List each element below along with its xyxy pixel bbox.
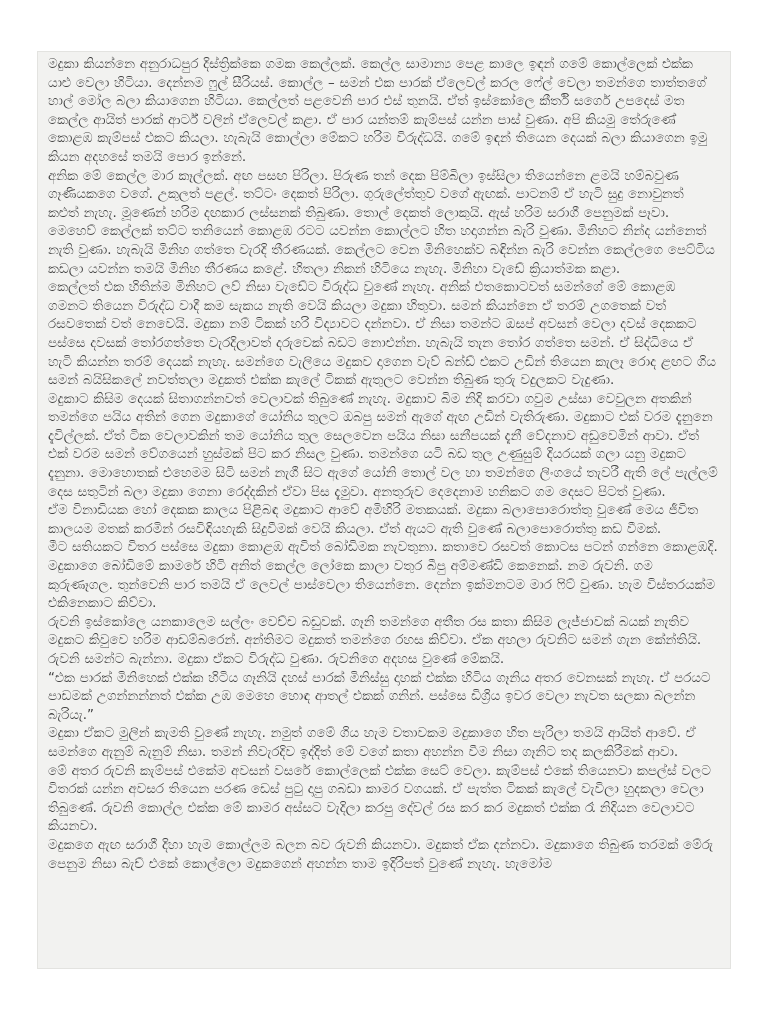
paragraph: ඒම විනාඩියක හෝ දෙකක කාලය පිළිබඳ මදුකාට ආවේ අමිහිරි මතකයක්. මදුකා බලාපොරොත්තු වුණේ මෙය ජීවිත කාලයම මතක් කරමින් රසවිඳියහැකි සිදුවීමක් වෙයි කියලා. ඒත් ඇයට ඇති වුණේ බලාපොරොත්තු කඩ වීමක්. <box>48 503 699 537</box>
paragraph: කෙල්ලත් එක හිතින්ම මිනිහට ලව් නිසා වැඩේට විරුද්ධ වුණේ නැහැ. අනික් එතකොටවත් සමන්ගේ මේ කොළඹ ගමනට තියෙන විරුද්ධ වාදී කම සැකය නැති වෙයි කියලා මදුකා හිතුවා. සමන් කියන්නෙ ඒ තරම් උගතෙක් වත් රසවතෙක් වත් නෙවෙයි. මදුකා නම් ටිකක් හරි විද්‍යාවට දන්නවා. ඒ නිසා තමන්ට ඔසප් අවසන් වෙලා දවස් දෙකකට පස්සෙ දවසක් තෝරගත්තෙ වැරදිලාවත් දරුවෙක් බඩට නොඑන්න. හැබැයි තැන තෝර ගත්තෙ සමන්. ඒ සිද්ධියෙ ඒ හැටි කියන්න තරම් දෙයක් නැහැ. සමන්ගෙ වැලියෙ මදුකව දාගෙන වැව් බන්ඩ් එකට උඩින් තියෙන කැලෑ රොද ළඟට ගිය සමන් බයිසිකලේ නවත්තලා මදුකත් එක්ක කැලේ ටිකක් ඇතුලට වෙන්න තිබුණ තුරු වදුලකට වැදුණා. <box>48 280 716 389</box>
paragraph: මදුකා කියන්නෙ අනුරාධපුර දිස්ත්‍රික්කෙ ගමක කෙල්ලක්. කෙල්ල සාමාන්‍ය පෙළ කාලෙ ඉඳන් ගමේ කොල්ලෙක් එක්ක යාළු වෙලා හිටියා. දෙන්නම ෆුල් සීරියස්. කොල්ල – සමන් එක පාරක් ඒලෙවල් කරල ෆේල් වෙලා තමන්ගෙ තාත්තගේ හාල් මෝල බලා කියාගෙන හිටියා. කෙල්ලත් පළවෙනි පාර එස් තුනයි. ඒත් ඉස්කෝලෙ කීර්ති සර්ගෙ උපදෙස් මත කෙල්ල ආයිත් පාරක් ආර්ට් වලින් ඒලෙවල් කළා. ඒ පාර යන්තම් කැම්පස් යන්න පාස් වුණා. අපි කියමු තේරුණේ කොළඹ කැම්පස් එකට කියලා. හැබැයි කොල්ලා මේකට හරිම විරුද්ධයි. ගමේ ඉඳන් තියෙන දෙයක් බලා කියාගෙන ඉමු කියන අදහසේ තමයි පොර ඉන්නේ. <box>48 57 708 165</box>
paragraph: අනික මේ කෙල්ල මාර කෑල්ලක්. අඟ පසඟ පිරිලා. පිරුණ තන් දෙක පිම්බිලා ඉස්සිලා තියෙන්නෙ ළමයි හම්බවුණ ගෑණියකගෙ වගේ. උකුලත් පළල්. තට්ටං දෙකත් පිරිලා. ගුරුලේත්තුව වගේ ඇඟක්. පාටනම් ඒ හැටි සුදු නොවුනත් කළුත් නැහැ. මූණෙන් හරිම දඟකාර ලස්සනක් තිබුණා. තොල් දෙකත් ලොකුයි. ඇස් හරිම සරාගී පෙනුමක් පෑවා. මෙහෙව් කෙල්ලක් තට්ට තනියෙන් කොළඹ රටට යවන්න කොල්ලට හිත හදාගන්න බැරි වුණා. මිනිහට නින්ද යන්නෙත් නැති වුණා. හැබැයි මිනිහ ගත්තෙ වැරදි තීරණයක්. කෙල්ලට වෙන මිනිහෙක්ව බඳින්න බැරි වෙන්න කෙල්ලගෙ පෙට්ටිය කඩලා යවන්න තමයි මිනිහ තීරණය කළේ. හිතලා නිකන් හිටියෙ නැහැ. මිනිහා වැඩේ ක්‍රියාත්මක කළා. <box>48 168 715 277</box>
paragraph: මීට සතියකට විතර පස්සෙ මදුකා කොළඹ ඇවිත් බෝඩිමක නැවතුනා. කතාවෙ රසවත් කොටස පටන් ගන්නෙ කොළඹදි. මදුකාගෙ බෝඩිමේ කාමරේ හිටි අනිත් කෙල්ල ලෝකෙ කාලා වතුර බීපු අම්මණ්ඩි කෙනෙක්. නම රුවනි. ගම කුරුණෑගල. තුන්වෙනි පාර තමයි ඒ ලෙවල් පාස්වෙලා තියෙන්නෙ. දෙන්න ඉක්මනටම මාර ෆිට් වුණා. හැම විස්තරයක්ම එකිනෙකාට කිව්වා. <box>48 540 718 612</box>
paragraph: මදුකාට කිසිම දෙයක් සිතාගන්නවත් වෙලාවක් තිබුණේ නැහැ. මදුකාව බිම නිදි කරවා ගවුම උස්සා වෙවුලන අතකින් තමන්ගෙ පයිය අතින් ගෙන මදුකාගේ යෝනිය තුලට ඔබපු සමන් ඇගේ ඇඟ උඩින් වැතිරුණා. මදුකාට එක් වරම දැනුනෙ දැවිල්ලක්. ඒත් ටික වෙලාවකින් තම යෝනිය තුල සෙලවෙන පයිය නිසා සනීපයක් දැනී වේදනාව අඩුවෙමින් ආවා. ඒත් එක් වරම සමන් වේගයෙන් හුස්මක් පිට කර නිසල වුණා. තමන්ගෙ යටි බඩ තුල උණුසුම් දියරයක් ගලා යනු මදුකට දැනුනා. මොහොතක් එහෙමම සිටි සමන් නැගී සිට ඇගේ යෝනි තොල් වල හා තමන්ගෙ ලිංගයේ තැවරී ඇති ලේ පැල්ලම් දෙස සතුටින් බලා මදුකා ගෙනා රෙද්දකින් ඒවා පිස දැමුවා. අනතුරුව දෙදෙනාම හනිකට ගම දෙසට පිටත් වුණා. <box>48 391 718 500</box>
paragraph: රුවනි ඉස්කෝලෙ යනකාලෙම සල්ලං වෙච්ච බඩුවක්. ගෑනි තමන්ගෙ අතීත රස කතා කිසිම ලැජ්ජාවක් බයක් නැතිව මදුකට කිවුවෙ හරිම ආඩම්බරෙන්. අන්තිමට මදුකත් තමන්ගෙ රහස කිව්වා. ඒක අහලා රුවනිට සමන් ගැන කේන්තියි. රුවනි සමන්ට බැන්නා. මදුකා ඒකට විරුද්ධ වුණා. රුවනිගෙ අදහස වුණේ මේකයි. <box>48 614 702 667</box>
paragraph-quote: “එක පාරක් මිනිහෙක් එක්ක හිටිය ගෑනියි දහස් පාරක් මිනිස්සු දාහක් එක්ක හිටිය ගෑනිය අතර වෙනසක් නැහැ. ඒ පරයට පාඩමක් උගන්නන්නත් එක්ක උඹ මෙහෙ හොඳ ආතල් එකක් ගනින්. පස්සෙ ඩිග්‍රිය ඉවර වෙලා නැවත සලකා බලන්න බැරියැ.” <box>48 670 711 723</box>
paragraph: මදුකා ඒකට මුලින් කැමති වුණේ නැහැ. නමුත් ගමේ ගිය හැම වතාවකම මදුකාගෙ හිත පැරිලා තමයි ආයිත් ආවේ. ඒ සමන්ගෙ ඇනුම් බැනුම් නිසා. තමන් නිවැරදිව ඉද්දිත් මේ වගේ කතා අහන්න වීම නිසා ගෑනිට තද කලකිරීමක් ආවා. <box>48 726 696 760</box>
document-page <box>37 51 731 969</box>
paragraph: මදුකගෙ ඇඟ සරාගී දිහා හැම කොල්ලම බලන බව රුවනි කියනවා. මදුකත් ඒක දන්නවා. මදුකාගෙ තිබුණ තරමක් මේරු පෙනුම නිසා බැච් එකේ කොල්ලො මදුකගෙන් අහන්න තාම ඉදිරිපත් වුණේ නැහැ. හැමෝම <box>48 837 713 872</box>
paragraph: මේ අතර රුවනි කැම්පස් එකේම අවසන් වසරේ කොල්ලෙක් එක්ක සෙට් වෙලා. කැම්පස් එකේ තියෙනවා කපල්ස් වලට විතරක් යන්න අවසර තියෙන පරණ ඩෙස් පුටු දාපු ගබඩා කාමර වගයක්. ඒ පැත්ත ටිකක් කැලේ වැවිලා හුදකලා වෙලා තිබුණේ. රුවනි කොල්ල එක්ක මේ කාමර අස්සට වැදිලා කරපු දේවල් රස කර කර මදුකත් එක්ක රෑ නිදියන වෙලාවට කියනවා. <box>48 763 711 835</box>
